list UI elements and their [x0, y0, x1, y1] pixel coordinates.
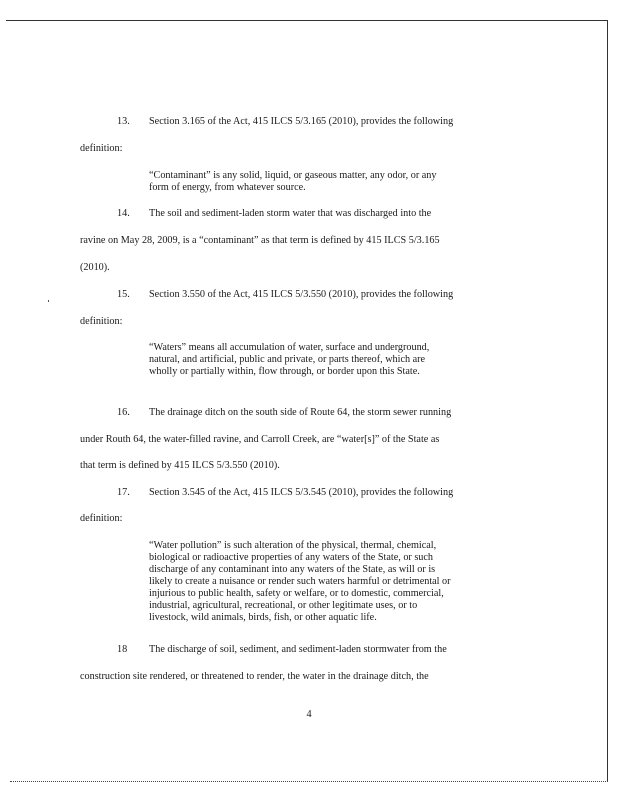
block-quote — [149, 540, 499, 624]
paragraph-number: 17. — [117, 487, 130, 498]
quote-line: livestock, wild animals, birds, fish, or other aquatic life. — [149, 612, 377, 623]
quote-line: industrial, agricultural, recreational, or other legitimate uses, or to — [149, 600, 418, 611]
paragraph-text: (2010). — [80, 262, 110, 273]
page-number: 4 — [306, 709, 312, 720]
scan-border-right — [607, 20, 608, 782]
scan-border-left — [6, 20, 20, 21]
paragraph-text: that term is defined by 415 ILCS 5/3.550 (2010). — [80, 460, 280, 471]
paragraph-text: definition: — [80, 513, 123, 524]
quote-line: likely to create a nuisance or render such waters harmful or detrimental or — [149, 576, 451, 587]
quote-line: “Waters” means all accumulation of water, surface and underground, — [149, 342, 430, 353]
paragraph-number: 15. — [117, 289, 130, 300]
paragraph-text: Section 3.545 of the Act, 415 ILCS 5/3.545 (2010), provides the following — [149, 487, 454, 498]
quote-line: “Contaminant” is any solid, liquid, or gaseous matter, any odor, or any — [149, 170, 437, 181]
quote-line: biological or radioactive properties of any waters of the State, or such — [149, 552, 434, 563]
quote-line: natural, and artificial, public and private, or parts thereof, which are — [149, 354, 426, 365]
scan-border-bottom — [10, 781, 608, 782]
paragraph-number: 18 — [117, 644, 128, 655]
quote-line: wholly or partially within, flow through, or border upon this State. — [149, 366, 420, 377]
paragraph-text: Section 3.550 of the Act, 415 ILCS 5/3.550 (2010), provides the following — [149, 289, 454, 300]
paragraph-text: ravine on May 28, 2009, is a “contaminant” as that term is defined by 415 ILCS 5/3.165 — [80, 235, 440, 246]
block-quote — [149, 342, 489, 378]
paragraph-number: 13. — [117, 116, 130, 127]
paragraph-text: definition: — [80, 143, 123, 154]
quote-line: injurious to public health, safety or welfare, or to domestic, commercial, — [149, 588, 444, 599]
quote-line: discharge of any contaminant into any waters of the State, as will or is — [149, 564, 436, 575]
scan-speck — [48, 300, 49, 302]
paragraph-text: Section 3.165 of the Act, 415 ILCS 5/3.165 (2010), provides the following — [149, 116, 454, 127]
paragraph-number: 16. — [117, 407, 130, 418]
paragraph-text: definition: — [80, 316, 123, 327]
paragraph-text: The drainage ditch on the south side of Route 64, the storm sewer running — [149, 407, 452, 418]
paragraph-number: 14. — [117, 208, 130, 219]
paragraph-text: construction site rendered, or threatened to render, the water in the drainage ditch, the — [80, 671, 429, 682]
quote-line: “Water pollution” is such alteration of the physical, thermal, chemical, — [149, 540, 437, 551]
paragraph-text: The discharge of soil, sediment, and sediment-laden stormwater from the — [149, 644, 447, 655]
paragraph-text: under Routh 64, the water-filled ravine, and Carroll Creek, are “water[s]” of the State as — [80, 434, 440, 445]
paragraph-text: The soil and sediment-laden storm water that was discharged into the — [149, 208, 432, 219]
quote-line: form of energy, from whatever source. — [149, 182, 306, 193]
block-quote — [149, 170, 489, 194]
scan-border-top — [14, 20, 608, 21]
